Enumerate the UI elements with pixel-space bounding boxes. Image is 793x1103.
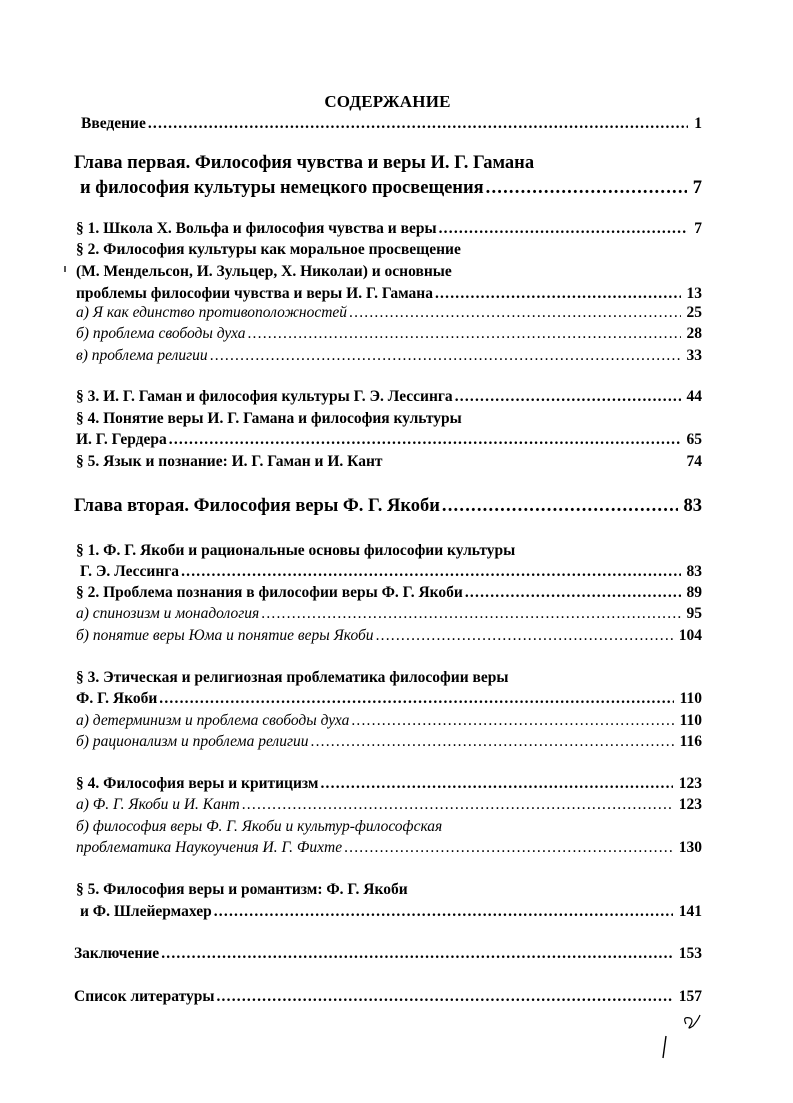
page-number: 28 xyxy=(686,325,702,342)
toc-entry-ch2-s1-line2: Г. Э. Лессинга ..... 83 xyxy=(80,562,702,582)
page-number: 1 xyxy=(694,115,702,132)
page-number: 95 xyxy=(686,605,702,622)
toc-subentry-ch2-s2-b: б) понятие веры Юма и понятие веры Якоби ..... 104 xyxy=(76,626,702,646)
page-number: 33 xyxy=(686,347,702,364)
toc-entry-ch1-s4: § 4. Понятие веры И. Г. Гамана и философия культуры xyxy=(76,410,462,427)
toc-subentry-ch1-s2-c: в) проблема религии ..... 33 xyxy=(76,346,702,366)
toc-entry-ch1-s5: § 5. Язык и познание: И. Г. Гаман и И. Кант 74 xyxy=(76,453,702,470)
toc-entry-conclusion: Заключение ..... 153 xyxy=(74,944,702,964)
page-number: 7 xyxy=(692,178,702,198)
toc-subentry-ch1-s2-b: б) проблема свободы духа ..... 28 xyxy=(76,324,702,344)
page-number: 13 xyxy=(686,285,702,302)
toc-entry-ch1-s2-line2: (М. Мендельсон, И. Зульцер, X. Николаи) и основные xyxy=(76,263,452,280)
page-number: 104 xyxy=(678,627,702,644)
page-number: 65 xyxy=(686,431,702,448)
page-number: 157 xyxy=(678,988,702,1005)
toc-entry-ch2-s1: § 1. Ф. Г. Якоби и рациональные основы философии культуры xyxy=(76,542,516,559)
toc-entry-ch2-s5-line2: и Ф. Шлейермахер ..... 141 xyxy=(80,902,702,922)
toc-entry-ch1-s4-line2: И. Г. Гердера ..... 65 xyxy=(76,430,702,450)
page-number: 89 xyxy=(686,584,702,601)
page-number: 110 xyxy=(679,690,702,707)
toc-entry-ch1-s2: § 2. Философия культуры как моральное просвещение xyxy=(76,241,461,258)
margin-mark xyxy=(64,266,66,272)
toc-subentry-ch2-s3-a: а) детерминизм и проблема свободы духа ..... 110 xyxy=(76,711,702,731)
page-title: СОДЕРЖАНИЕ xyxy=(324,92,451,111)
page-number: 110 xyxy=(679,712,702,729)
page-number: 153 xyxy=(678,945,702,962)
toc-entry-ch2-s3: § 3. Этическая и религиозная проблематика философии веры xyxy=(76,669,509,686)
toc-subentry-ch2-s4-a: а) Ф. Г. Якоби и И. Кант ..... 123 xyxy=(76,795,702,815)
toc-subentry-ch2-s4-b-line2: проблематика Наукоучения И. Г. Фихте ..... 130 xyxy=(76,838,702,858)
chapter-1-title-cont: и философия культуры немецкого просвещения ..... 7 xyxy=(80,176,702,200)
chapter-1-title: Глава первая. Философия чувства и веры И. Г. Гамана xyxy=(74,153,535,173)
page-number: 44 xyxy=(686,388,702,405)
toc-entry-ch1-s2-line3: проблемы философии чувства и веры И. Г. Гамана ..... 13 xyxy=(76,284,702,304)
toc-subentry-ch2-s2-a: а) спинозизм и монадология ..... 95 xyxy=(76,604,702,624)
toc-subentry-ch1-s2-a: а) Я как единство противоположностей ..... 25 xyxy=(76,303,702,323)
page-number: 7 xyxy=(694,220,702,237)
toc-entry-literature: Список литературы ..... 157 xyxy=(74,987,702,1007)
chapter-2-title: Глава вторая. Философия веры Ф. Г. Якоби ..... 83 xyxy=(74,494,702,518)
page-number: 116 xyxy=(679,733,702,750)
page-number: 25 xyxy=(686,304,702,321)
page-number: 83 xyxy=(683,496,702,516)
page-number: 74 xyxy=(686,453,702,470)
toc-entry-ch2-s4: § 4. Философия веры и критицизм ..... 123 xyxy=(76,774,702,794)
toc-subentry-ch2-s3-b: б) рационализм и проблема религии ..... 116 xyxy=(76,732,702,752)
toc-entry-ch1-s3: § 3. И. Г. Гаман и философия культуры Г. Э. Лессинга ..... 44 xyxy=(76,387,702,407)
toc-entry-ch2-s3-line2: Ф. Г. Якоби ..... 110 xyxy=(76,689,702,709)
toc-subentry-ch2-s4-b: б) философия веры Ф. Г. Якоби и культур-философская xyxy=(76,818,443,835)
page-number: 130 xyxy=(678,839,702,856)
page-number: 123 xyxy=(678,796,702,813)
toc-entry-intro: Введение ..... 1 xyxy=(81,114,702,134)
toc-entry-ch1-s1: § 1. Школа X. Вольфа и философия чувства и веры ..... 7 xyxy=(76,219,702,239)
toc-entry-ch2-s2: § 2. Проблема познания в философии веры Ф. Г. Якоби ..... 89 xyxy=(76,583,702,603)
handwritten-mark xyxy=(660,1012,710,1062)
toc-entry-ch2-s5: § 5. Философия веры и романтизм: Ф. Г. Якоби xyxy=(76,881,408,898)
page-number: 123 xyxy=(678,775,702,792)
page-number: 83 xyxy=(686,563,702,580)
page-number: 141 xyxy=(678,903,702,920)
